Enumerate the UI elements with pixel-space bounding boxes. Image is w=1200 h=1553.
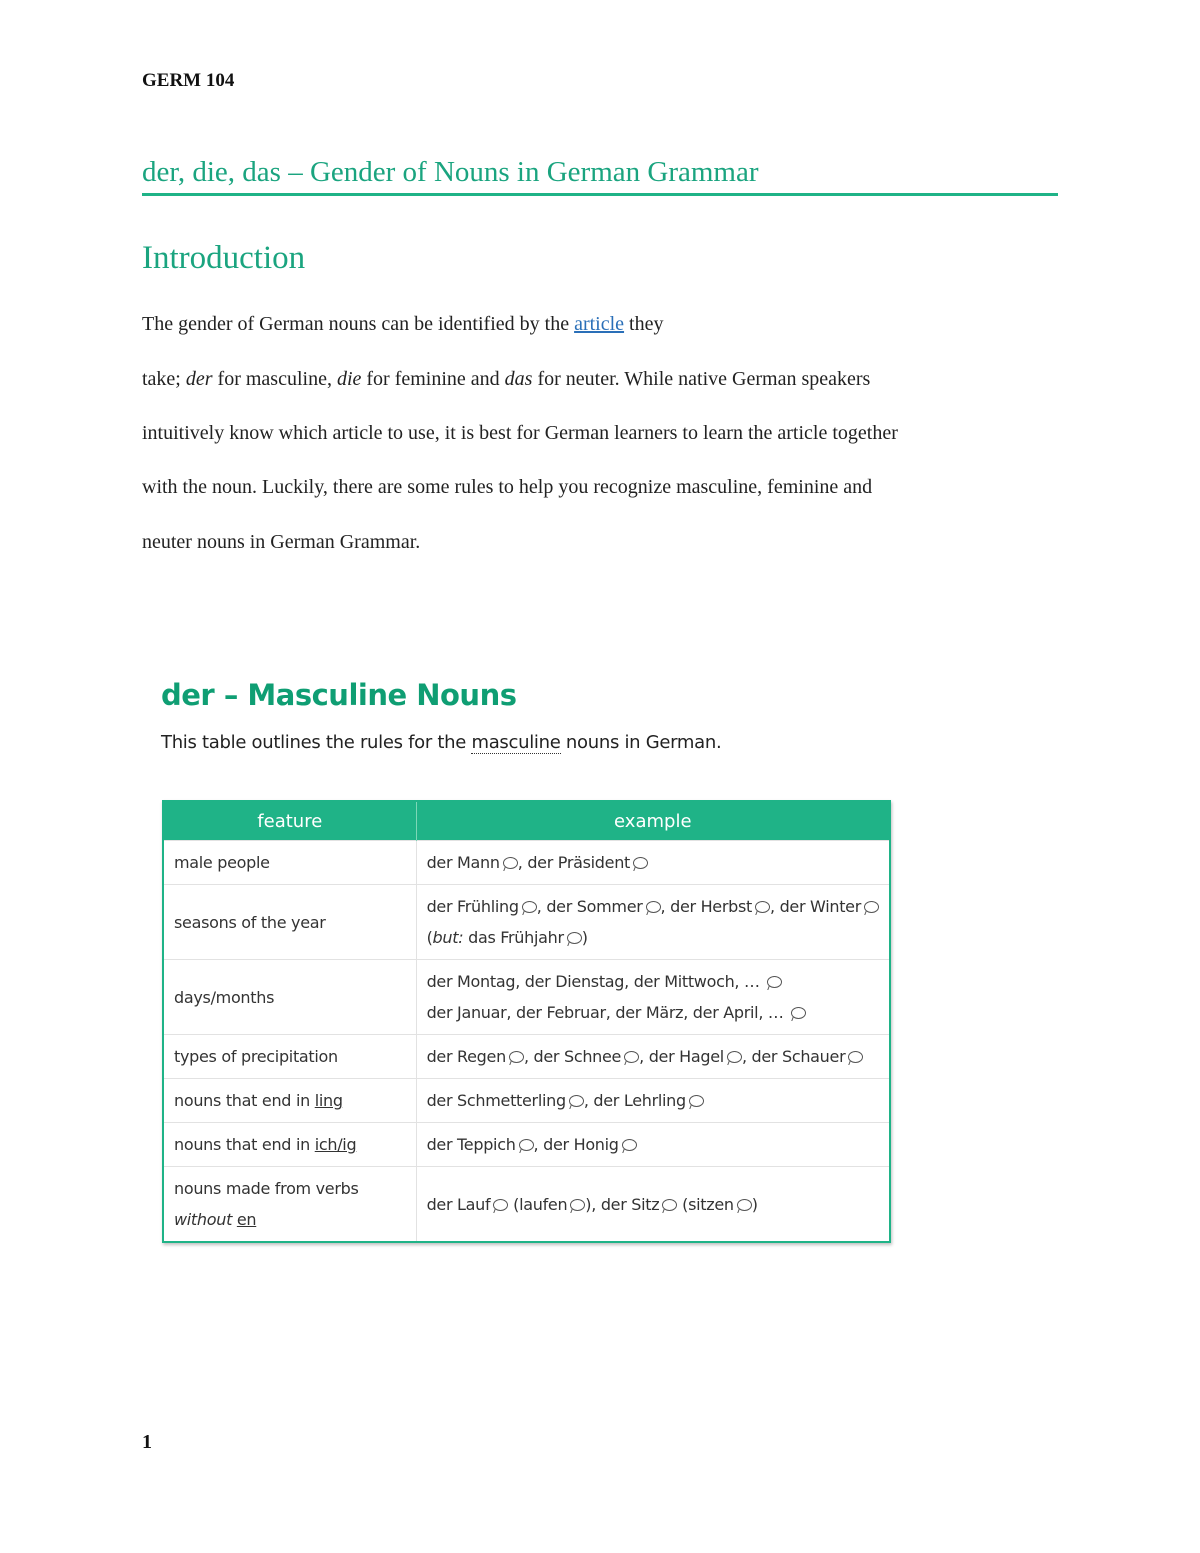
- table-row: [163, 960, 890, 1035]
- speech-bubble-icon[interactable]: [569, 1095, 584, 1107]
- speech-bubble-icon[interactable]: [570, 1199, 585, 1211]
- table-row: [163, 885, 890, 960]
- masculine-rules-table: [162, 800, 891, 1243]
- table-row: [163, 841, 890, 885]
- table-row: [163, 1035, 890, 1079]
- speech-bubble-icon[interactable]: [755, 901, 770, 913]
- speech-bubble-icon[interactable]: [503, 857, 518, 869]
- page-number: 1: [142, 1431, 152, 1453]
- speech-bubble-icon[interactable]: [662, 1199, 677, 1211]
- feature-cell: types of precipitation: [163, 1035, 416, 1079]
- speech-bubble-icon[interactable]: [624, 1051, 639, 1063]
- speech-bubble-icon[interactable]: [519, 1139, 534, 1151]
- speech-bubble-icon[interactable]: [567, 932, 582, 944]
- figure-title: der – Masculine Nouns: [161, 678, 517, 712]
- example-cell: der Lauf (laufen ), der Sitz (sitzen ): [416, 1167, 890, 1243]
- feature-cell: days/months: [163, 960, 416, 1035]
- speech-bubble-icon[interactable]: [767, 976, 782, 988]
- feature-cell: nouns made from verbs without en: [163, 1167, 416, 1243]
- speech-bubble-icon[interactable]: [689, 1095, 704, 1107]
- feature-cell: male people: [163, 841, 416, 885]
- example-cell: der Regen , der Schnee , der Hagel , der Schauer: [416, 1035, 890, 1079]
- intro-line-1: The gender of German nouns can be identified by the article they: [142, 313, 664, 335]
- feature-cell: seasons of the year: [163, 885, 416, 960]
- speech-bubble-icon[interactable]: [864, 901, 879, 913]
- masculine-term[interactable]: masculine: [471, 732, 561, 753]
- table-row: [163, 1079, 890, 1123]
- article-link[interactable]: article: [574, 313, 625, 335]
- column-header-example: example: [416, 801, 890, 841]
- feature-cell: nouns that end in ich/ig: [163, 1123, 416, 1167]
- feature-cell: nouns that end in ling: [163, 1079, 416, 1123]
- table-header-row: [163, 801, 890, 841]
- section-heading-introduction: Introduction: [142, 240, 306, 276]
- table-row: [163, 1123, 890, 1167]
- speech-bubble-icon[interactable]: [791, 1007, 806, 1019]
- example-cell: der Mann , der Präsident: [416, 841, 890, 885]
- speech-bubble-icon[interactable]: [493, 1199, 508, 1211]
- example-cell: der Frühling , der Sommer , der Herbst , der Winter (but: das Frühjahr ): [416, 885, 890, 960]
- column-header-feature: feature: [163, 801, 416, 841]
- intro-line-2: take; der for masculine, die for feminine and das for neuter. While native German speakers: [142, 368, 871, 390]
- speech-bubble-icon[interactable]: [522, 901, 537, 913]
- example-cell: der Teppich , der Honig: [416, 1123, 890, 1167]
- example-cell: der Schmetterling , der Lehrling: [416, 1079, 890, 1123]
- speech-bubble-icon[interactable]: [737, 1199, 752, 1211]
- figure-subtitle: This table outlines the rules for the masculine nouns in German.: [161, 732, 722, 753]
- intro-line-5: neuter nouns in German Grammar.: [142, 531, 421, 553]
- speech-bubble-icon[interactable]: [727, 1051, 742, 1063]
- speech-bubble-icon[interactable]: [646, 901, 661, 913]
- table-row: [163, 1167, 890, 1243]
- speech-bubble-icon[interactable]: [622, 1139, 637, 1151]
- document-title: der, die, das – Gender of Nouns in German Grammar: [142, 156, 1058, 196]
- intro-line-4: with the noun. Luckily, there are some rules to help you recognize masculine, feminine and: [142, 476, 873, 498]
- speech-bubble-icon[interactable]: [848, 1051, 863, 1063]
- speech-bubble-icon[interactable]: [633, 857, 648, 869]
- speech-bubble-icon[interactable]: [509, 1051, 524, 1063]
- intro-line-3: intuitively know which article to use, it is best for German learners to learn the article together: [142, 422, 898, 444]
- example-cell: der Montag, der Dienstag, der Mittwoch, … der Januar, der Februar, der März, der April, …: [416, 960, 890, 1035]
- course-header: GERM 104: [142, 70, 235, 91]
